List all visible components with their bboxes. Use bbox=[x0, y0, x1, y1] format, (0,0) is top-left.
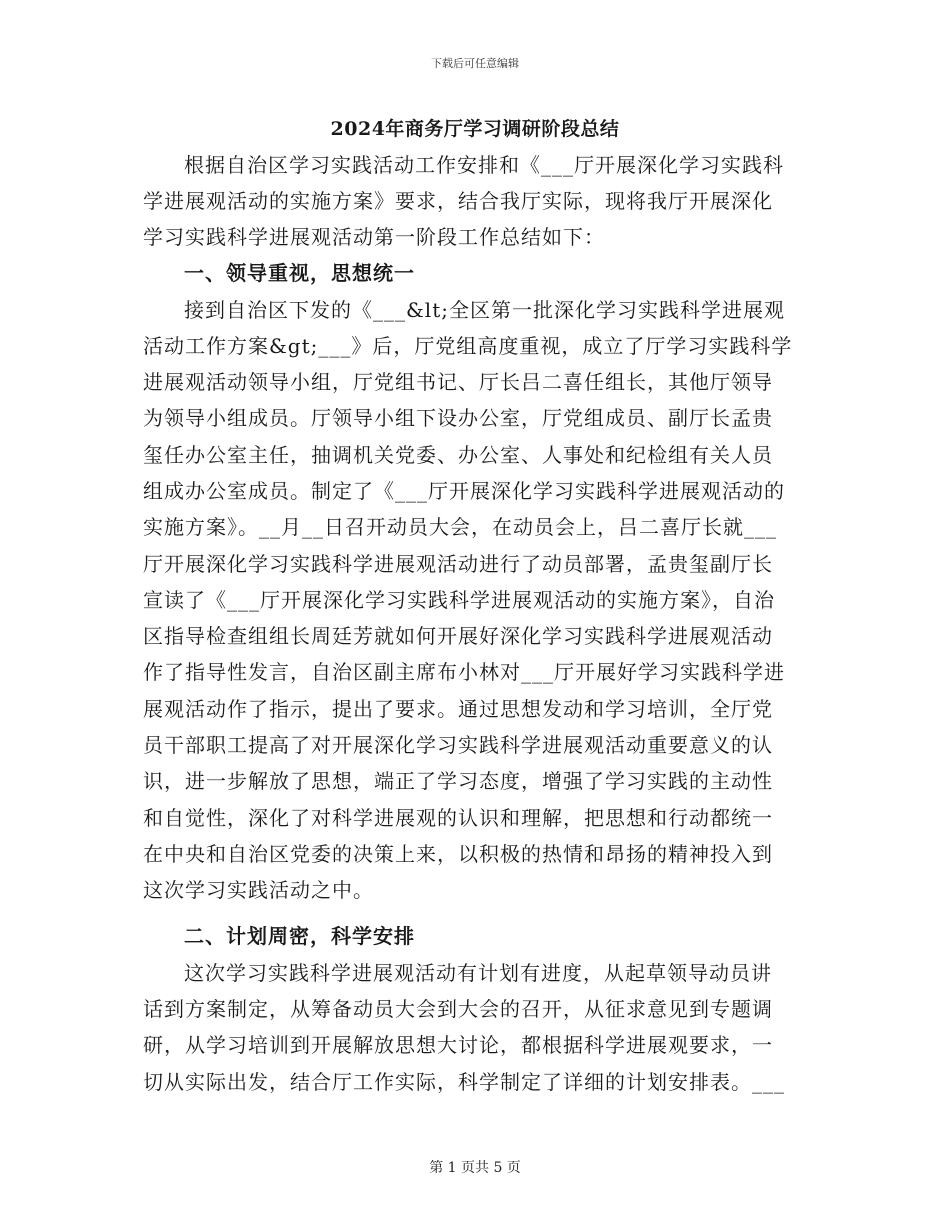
paragraph-line: 学进展观活动的实施方案》要求，结合我厅实际，现将我厅开展深化 bbox=[143, 189, 773, 213]
paragraph-line: 切从实际出发，结合厅工作实际，科学制定了详细的计划安排表。___ bbox=[143, 1070, 785, 1094]
paragraph-line: 识，进一步解放了思想，端正了学习态度，增强了学习实践的主动性 bbox=[143, 769, 773, 793]
paragraph-line: 进展观活动领导小组，厅党组书记、厅长吕二喜任组长，其他厅领导 bbox=[143, 370, 773, 394]
paragraph-line: 玺任办公室主任，抽调机关党委、办公室、人事处和纪检组有关人员 bbox=[143, 443, 773, 467]
paragraph-line: 区指导检查组组长周廷芳就如何开展好深化学习实践科学进展观活动 bbox=[143, 624, 773, 648]
paragraph-line: 话到方案制定，从筹备动员大会到大会的召开，从征求意见到专题调 bbox=[143, 997, 773, 1021]
section-heading: 二、计划周密，科学安排 bbox=[184, 924, 415, 948]
paragraph-line: 员干部职工提高了对开展深化学习实践科学进展观活动重要意义的认 bbox=[143, 733, 773, 757]
paragraph-line: 组成办公室成员。制定了《___厅开展深化学习实践科学进展观活动的 bbox=[143, 479, 785, 503]
paragraph-line: 这次学习实践科学进展观活动有计划有进度，从起草领导动员讲 bbox=[184, 961, 772, 985]
paragraph-line: 学习实践科学进展观活动第一阶段工作总结如下： bbox=[143, 225, 605, 249]
paragraph-line: 和自觉性，深化了对科学进展观的认识和理解，把思想和行动都统一 bbox=[143, 806, 773, 830]
paragraph-line: 厅开展深化学习实践科学进展观活动进行了动员部署，孟贵玺副厅长 bbox=[143, 552, 773, 576]
paragraph-line: 接到自治区下发的《___&lt;全区第一批深化学习实践科学进展观 bbox=[184, 298, 785, 322]
paragraph-line: 作了指导性发言，自治区副主席布小林对___厅开展好学习实践科学进 bbox=[143, 660, 785, 684]
paragraph-line: 宣读了《___厅开展深化学习实践科学进展观活动的实施方案》，自治 bbox=[143, 588, 775, 612]
paragraph-line: 根据自治区学习实践活动工作安排和《___厅开展深化学习实践科 bbox=[184, 153, 784, 177]
section-heading: 一、领导重视，思想统一 bbox=[184, 261, 415, 285]
paragraph-line: 实施方案》。__月__日召开动员大会，在动员会上，吕二喜厅长就___ bbox=[143, 515, 777, 539]
paragraph-line: 为领导小组成员。厅领导小组下设办公室，厅党组成员、副厅长孟贵 bbox=[143, 406, 773, 430]
paragraph-line: 研，从学习培训到开展解放思想大讨论，都根据科学进展观要求，一 bbox=[143, 1033, 773, 1057]
paragraph-line: 这次学习实践活动之中。 bbox=[143, 878, 374, 902]
paragraph-line: 在中央和自治区党委的决策上来，以积极的热情和昂扬的精神投入到 bbox=[143, 842, 773, 866]
page-footer: 第 1 页共 5 页 bbox=[429, 1160, 521, 1176]
paragraph-line: 展观活动作了指示，提出了要求。通过思想发动和学习培训，全厅党 bbox=[143, 697, 773, 721]
paragraph-line: 活动工作方案&gt;___》后，厅党组高度重视，成立了厅学习实践科学 bbox=[143, 334, 793, 358]
document-title: 2024年商务厅学习调研阶段总结 bbox=[330, 118, 620, 140]
header-note: 下载后可任意编辑 bbox=[431, 57, 519, 70]
